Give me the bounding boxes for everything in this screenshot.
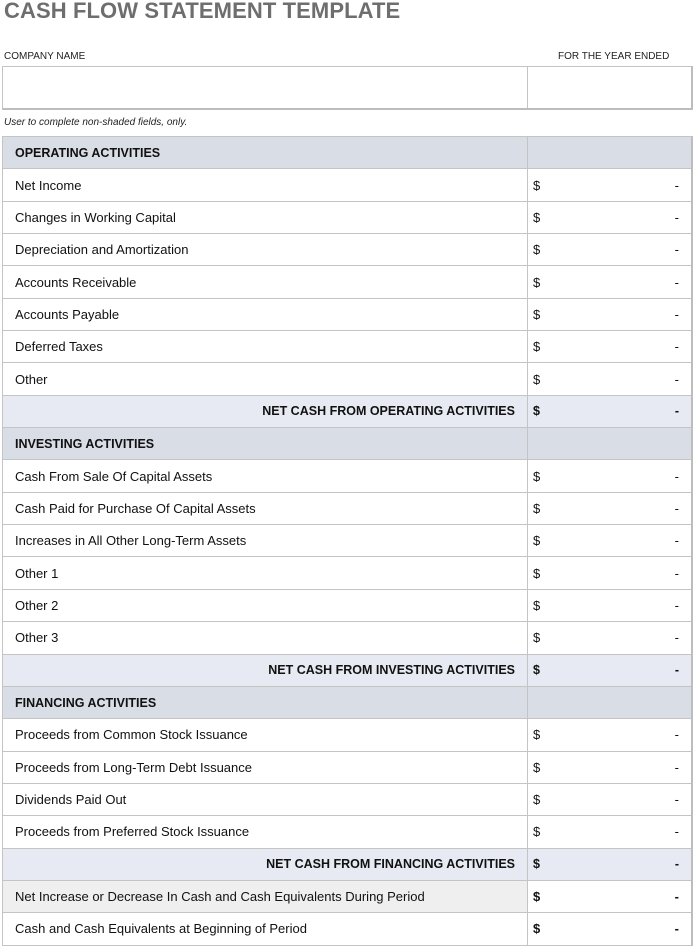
amount-cell[interactable] [528, 363, 691, 394]
currency-symbol: $ [533, 597, 541, 613]
table-row [3, 525, 691, 557]
row-label: Proceeds from Preferred Stock Issuance [3, 816, 528, 847]
total-label: NET CASH FROM FINANCING ACTIVITIES [3, 849, 528, 880]
amount-value: - [674, 889, 679, 905]
total-row-financing [3, 849, 691, 881]
total-row-operating [3, 396, 691, 428]
row-label: Dividends Paid Out [3, 784, 528, 815]
currency-symbol: $ [533, 565, 541, 581]
section-title: OPERATING ACTIVITIES [3, 137, 528, 168]
currency-symbol: $ [533, 630, 541, 646]
total-amount [528, 849, 691, 880]
amount-cell [528, 881, 691, 912]
amount-cell[interactable] [528, 525, 691, 556]
amount-cell[interactable] [528, 752, 691, 783]
row-label: Other 3 [3, 622, 528, 653]
table-row [3, 363, 691, 395]
amount-value: - [674, 371, 679, 387]
amount-cell[interactable] [528, 202, 691, 233]
amount-cell[interactable] [528, 590, 691, 621]
amount-value: - [674, 533, 679, 549]
section-header-investing [3, 428, 691, 460]
row-label: Cash Paid for Purchase Of Capital Assets [3, 493, 528, 524]
currency-symbol: $ [533, 824, 541, 840]
table-row [3, 169, 691, 201]
row-label: Cash From Sale Of Capital Assets [3, 460, 528, 491]
table-row [3, 590, 691, 622]
row-label: Increases in All Other Long-Term Assets [3, 525, 528, 556]
row-label: Changes in Working Capital [3, 202, 528, 233]
currency-symbol: $ [533, 889, 541, 905]
total-row-investing [3, 655, 691, 687]
amount-cell[interactable] [528, 331, 691, 362]
amount-value: - [674, 565, 679, 581]
table-row [3, 266, 691, 298]
amount-value: - [674, 242, 679, 258]
instructions-note: User to complete non-shaded fields, only. [4, 117, 188, 128]
amount-cell[interactable] [528, 169, 691, 200]
row-label: Other 1 [3, 557, 528, 588]
amount-value: - [674, 824, 679, 840]
amount-value: - [674, 209, 679, 225]
amount-value: - [674, 274, 679, 290]
section-header-financing [3, 687, 691, 719]
row-label: Proceeds from Long-Term Debt Issuance [3, 752, 528, 783]
amount-value: - [674, 792, 679, 808]
amount-cell[interactable] [528, 234, 691, 265]
currency-symbol: $ [533, 921, 541, 937]
section-title: FINANCING ACTIVITIES [3, 687, 528, 718]
section-header-operating [3, 137, 691, 169]
row-label: Net Increase or Decrease In Cash and Cash Equivalents During Period [3, 881, 528, 912]
amount-cell[interactable] [528, 266, 691, 297]
amount-cell[interactable] [528, 719, 691, 750]
company-name-label: COMPANY NAME [4, 51, 86, 62]
currency-symbol: $ [533, 209, 541, 225]
table-row [3, 234, 691, 266]
currency-symbol: $ [533, 857, 540, 872]
currency-symbol: $ [533, 792, 541, 808]
summary-row-net-change [3, 881, 691, 913]
table-row [3, 784, 691, 816]
currency-symbol: $ [533, 339, 541, 355]
amount-value: - [674, 727, 679, 743]
header-inputs [2, 66, 693, 110]
amount-cell[interactable] [528, 557, 691, 588]
table-row [3, 202, 691, 234]
amount-cell[interactable] [528, 784, 691, 815]
amount-value: - [674, 500, 679, 516]
currency-symbol: $ [533, 727, 541, 743]
amount-cell[interactable] [528, 913, 691, 944]
cash-flow-table [2, 136, 693, 946]
table-row [3, 493, 691, 525]
table-row [3, 719, 691, 751]
amount-value: - [674, 597, 679, 613]
row-label: Depreciation and Amortization [3, 234, 528, 265]
amount-value: - [674, 404, 679, 419]
table-row [3, 331, 691, 363]
currency-symbol: $ [533, 759, 541, 775]
row-label: Net Income [3, 169, 528, 200]
currency-symbol: $ [533, 242, 541, 258]
amount-value: - [674, 468, 679, 484]
currency-symbol: $ [533, 177, 541, 193]
table-row [3, 622, 691, 654]
currency-symbol: $ [533, 404, 540, 419]
year-ended-label: FOR THE YEAR ENDED [558, 51, 670, 62]
table-row [3, 557, 691, 589]
currency-symbol: $ [533, 500, 541, 516]
amount-cell[interactable] [528, 816, 691, 847]
amount-value: - [674, 663, 679, 678]
table-row [3, 752, 691, 784]
amount-value: - [674, 306, 679, 322]
page-title: CASH FLOW STATEMENT TEMPLATE [4, 0, 401, 23]
table-row [3, 299, 691, 331]
total-label: NET CASH FROM INVESTING ACTIVITIES [3, 655, 528, 686]
row-label: Other 2 [3, 590, 528, 621]
amount-cell[interactable] [528, 460, 691, 491]
amount-cell[interactable] [528, 622, 691, 653]
row-label: Deferred Taxes [3, 331, 528, 362]
table-row [3, 816, 691, 848]
amount-value: - [674, 921, 679, 937]
amount-cell[interactable] [528, 299, 691, 330]
table-row [3, 460, 691, 492]
summary-row-beginning-cash [3, 913, 691, 945]
amount-value: - [674, 857, 679, 872]
amount-value: - [674, 630, 679, 646]
row-label: Other [3, 363, 528, 394]
currency-symbol: $ [533, 371, 541, 387]
row-label: Accounts Receivable [3, 266, 528, 297]
total-amount [528, 396, 691, 427]
currency-symbol: $ [533, 533, 541, 549]
amount-cell[interactable] [528, 493, 691, 524]
amount-value: - [674, 339, 679, 355]
currency-symbol: $ [533, 274, 541, 290]
row-label: Accounts Payable [3, 299, 528, 330]
year-ended-input[interactable] [528, 67, 691, 108]
amount-value: - [674, 759, 679, 775]
total-label: NET CASH FROM OPERATING ACTIVITIES [3, 396, 528, 427]
total-amount [528, 655, 691, 686]
company-name-input[interactable] [3, 67, 528, 108]
amount-value: - [674, 177, 679, 193]
row-label: Proceeds from Common Stock Issuance [3, 719, 528, 750]
currency-symbol: $ [533, 468, 541, 484]
section-title: INVESTING ACTIVITIES [3, 428, 528, 459]
row-label: Cash and Cash Equivalents at Beginning of Period [3, 913, 528, 944]
currency-symbol: $ [533, 306, 541, 322]
currency-symbol: $ [533, 663, 540, 678]
